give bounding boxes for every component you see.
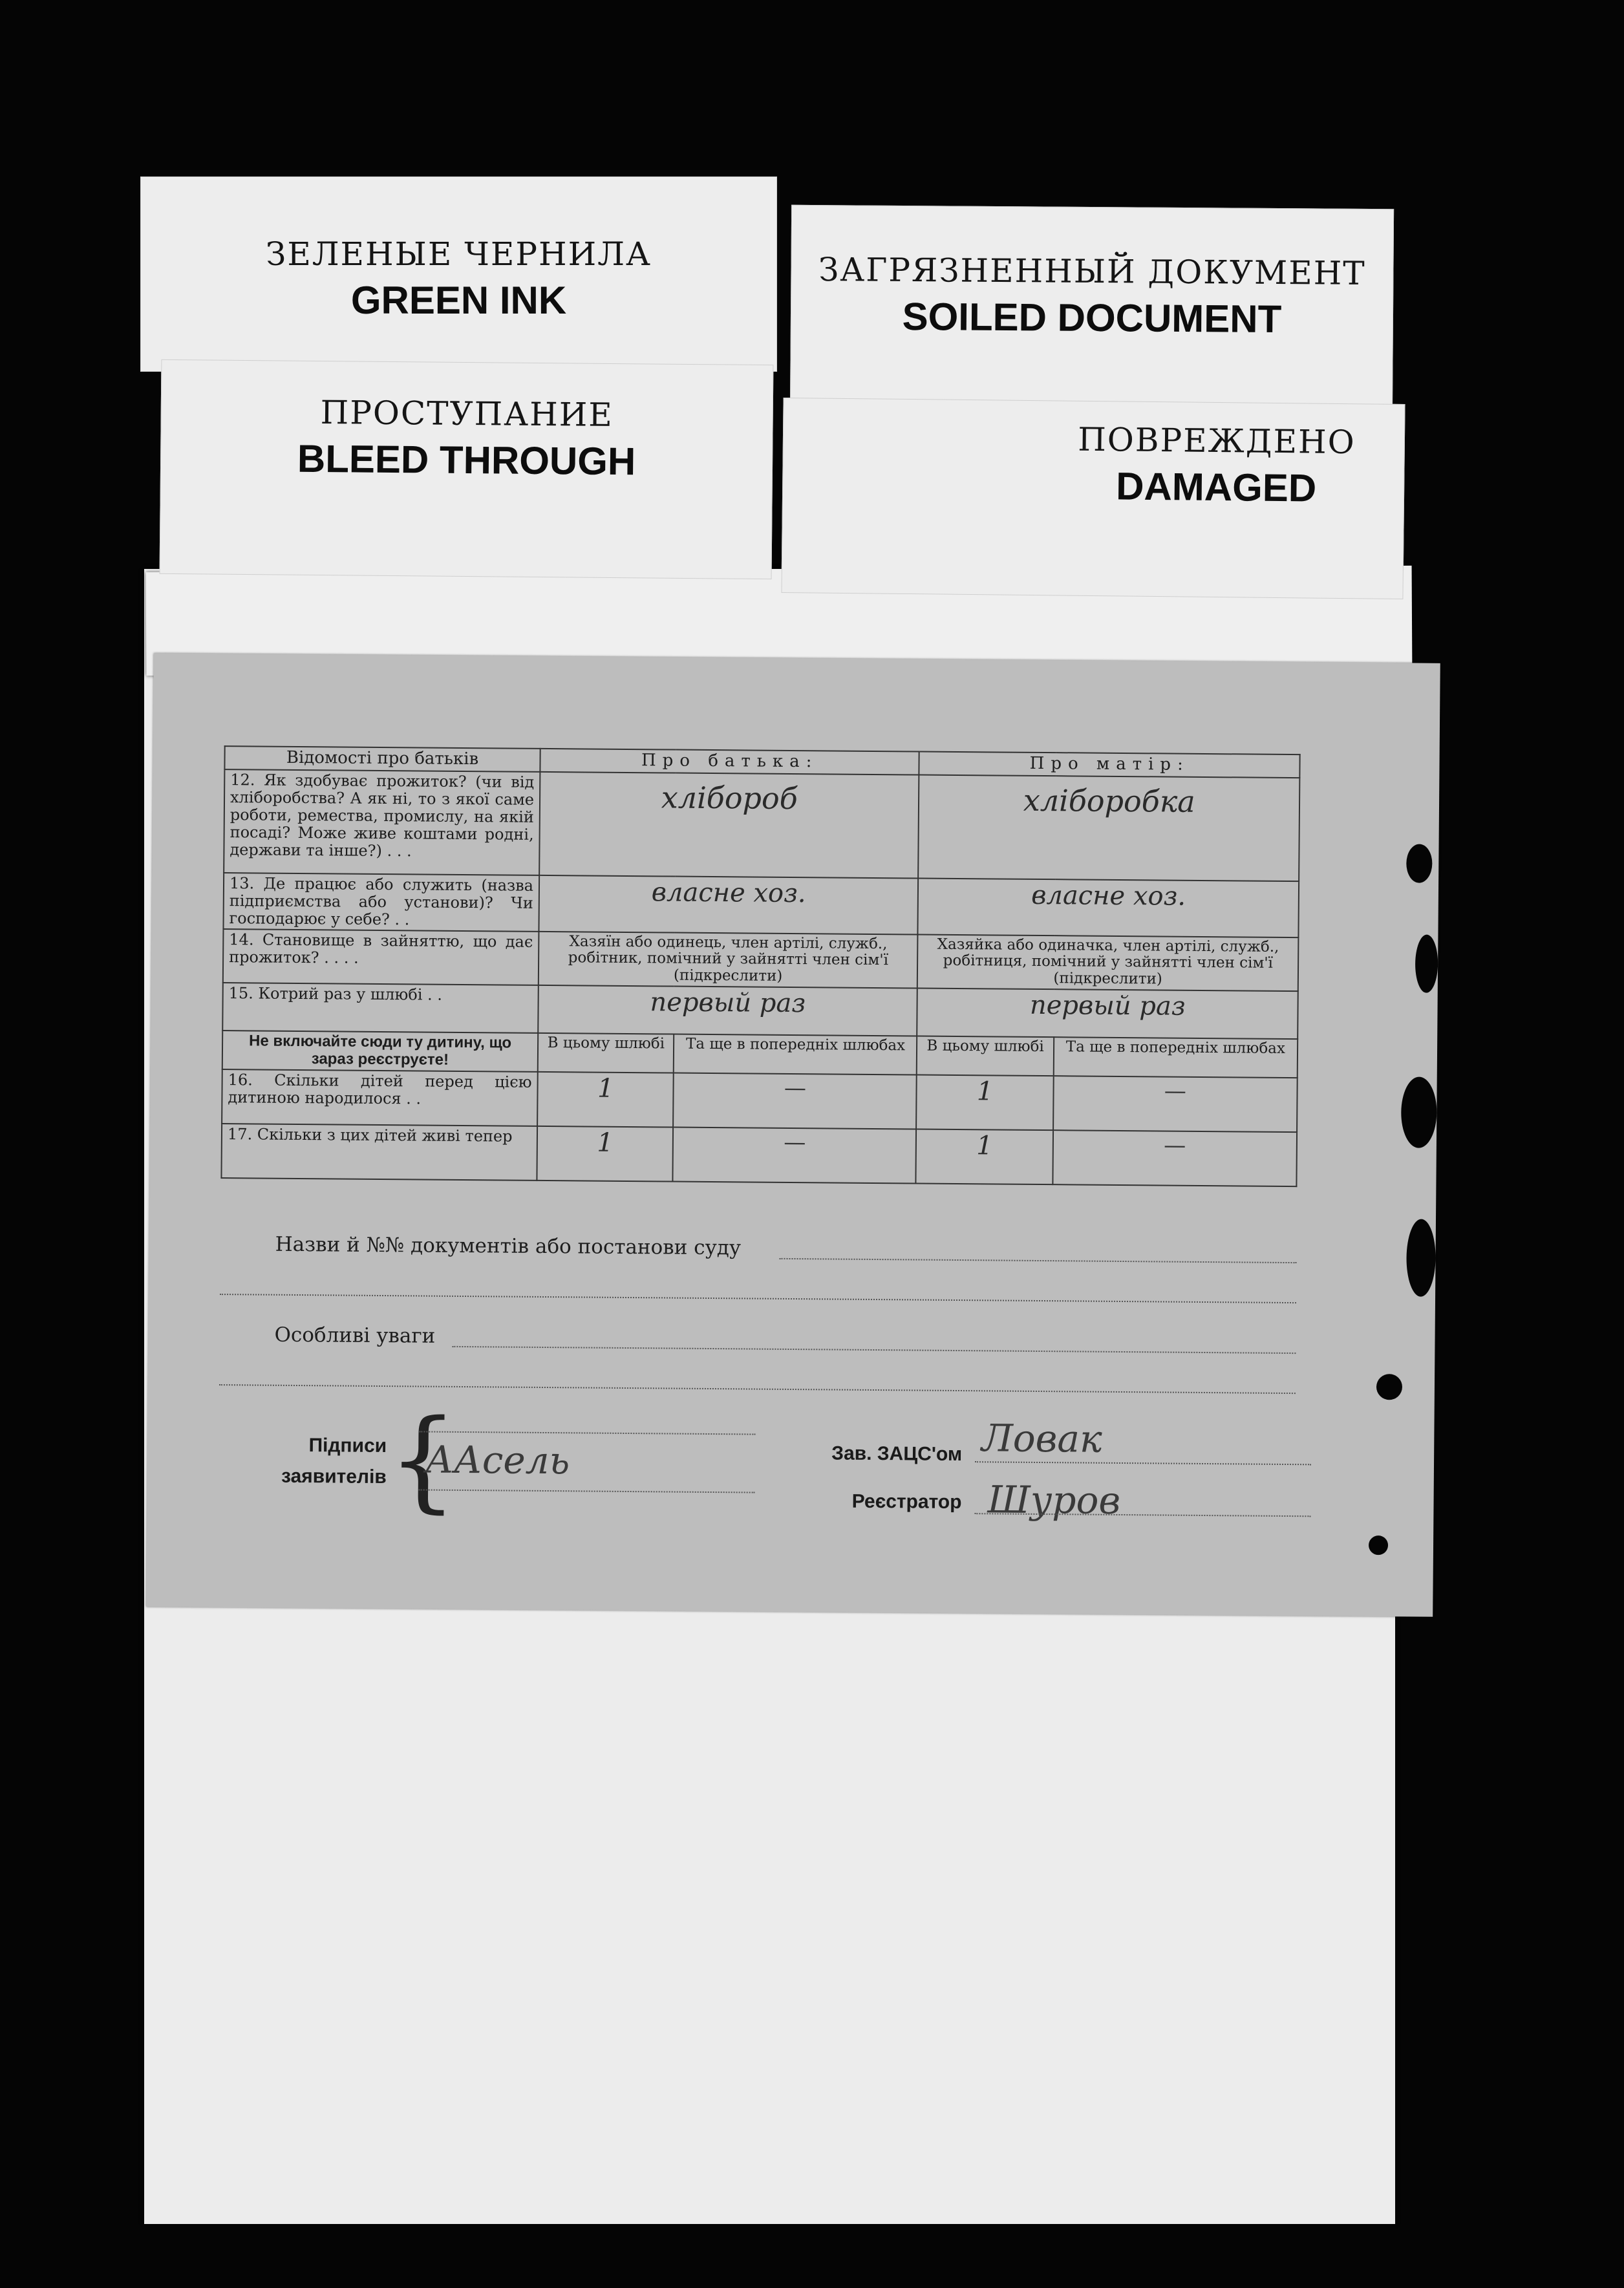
- mother-answer-12: [919, 775, 1300, 882]
- head-line: [975, 1461, 1311, 1465]
- documents-line: [779, 1258, 1296, 1263]
- father-prev-17: [673, 1127, 917, 1183]
- label-line-2: заявителів: [281, 1465, 387, 1488]
- handwritten-text: первый раз: [650, 987, 806, 1019]
- handwritten-text: власне хоз.: [651, 877, 806, 909]
- mother-answer-15: [917, 988, 1298, 1039]
- label-ru: ЗАГРЯЗНЕННЫЙ ДОКУМЕНТ: [818, 251, 1366, 292]
- documents-label: Назви й №№ документів або постанови суду: [275, 1232, 742, 1260]
- table-row: [223, 873, 1299, 937]
- label-ru: ПРОСТУПАНИЕ: [320, 394, 614, 434]
- mother-answer-14: Хазяйка або одиначка, член артілі, служб., робітниця, помічний у зайнятті член сім'ї (підкреслити): [917, 934, 1298, 991]
- label-card-damaged: [781, 398, 1405, 599]
- form-body: [220, 745, 1300, 1187]
- question-16: 16. Скільки дітей перед цією дитиною народилося . .: [222, 1069, 538, 1126]
- damage-hole: [1415, 935, 1438, 993]
- question-12: 12. Як здобуває прожиток? (чи від хліборобства? А як ні, то з якої саме роботи, ремества, промислу, на якій посаді? Може живе коштами родні, держави та інше?) . . .: [224, 769, 540, 875]
- brace-glyph: {: [387, 1396, 458, 1524]
- father-previous-header: Та ще в попередніх шлюбах: [674, 1034, 917, 1075]
- handwritten-text: хліборобка: [1023, 782, 1195, 819]
- signature-line-2: [419, 1489, 755, 1493]
- registration-form: [146, 653, 1440, 1617]
- label-en: GREEN INK: [350, 279, 567, 322]
- father-answer-14: Хазяїн або одинець, член артілі, служб., робітник, помічний у зайнятті член сім'ї (підкреслити): [539, 932, 918, 989]
- applicants-signature-label: [231, 1429, 387, 1493]
- table-row: [221, 1124, 1297, 1186]
- father-answer-13: [539, 875, 918, 934]
- label-en: BLEED THROUGH: [297, 436, 636, 484]
- children-note: Не включайте сюди ту дитину, що зараз реєструєте!: [222, 1031, 538, 1072]
- header-father: Про батька:: [540, 749, 919, 775]
- father-this-17: [537, 1126, 673, 1182]
- father-answer-12: [539, 772, 919, 879]
- label-card-green-ink: [140, 176, 777, 372]
- handwritten-text: 1: [976, 1131, 993, 1161]
- father-answer-15: [538, 985, 917, 1036]
- head-signature: Ловак: [981, 1416, 1102, 1461]
- damage-hole: [1406, 844, 1432, 882]
- handwritten-text: 1: [597, 1073, 614, 1104]
- registrar-label: Реєстратор: [851, 1490, 962, 1513]
- label-card-bleed-through: [160, 359, 774, 579]
- mother-prev-17: [1052, 1130, 1297, 1186]
- handwritten-text: —: [1164, 1132, 1186, 1159]
- mother-this-16: [917, 1075, 1054, 1130]
- applicant-signature: ААсель: [425, 1437, 570, 1483]
- label-line-1: Підписи: [308, 1435, 387, 1457]
- father-prev-16: [674, 1073, 917, 1129]
- notes-line-2: [219, 1384, 1296, 1394]
- table-row: [224, 769, 1299, 881]
- father-this-16: [537, 1072, 674, 1128]
- mother-previous-header: Та ще в попередніх шлюбах: [1053, 1037, 1298, 1078]
- question-13: 13. Де працює або служить (назва підприємства або установи)? Чи господарює у себе? . .: [223, 873, 539, 931]
- label-en: SOILED DOCUMENT: [902, 294, 1282, 341]
- question-14: 14. Становище в зайняттю, що дає прожиток? . . . .: [223, 929, 539, 985]
- damage-hole: [1376, 1374, 1402, 1400]
- handwritten-text: 1: [597, 1128, 614, 1158]
- parents-info-table: [220, 745, 1300, 1187]
- question-17: 17. Скільки з цих дітей живі тепер: [221, 1124, 537, 1181]
- header-mother: Про матір:: [919, 752, 1300, 778]
- handwritten-text: —: [1164, 1078, 1187, 1104]
- mother-answer-13: [918, 879, 1299, 937]
- handwritten-text: хлібороб: [661, 780, 798, 817]
- damage-hole: [1406, 1219, 1436, 1296]
- signature-line-1: [419, 1431, 755, 1435]
- documents-line-2: [220, 1294, 1296, 1303]
- head-label: Зав. ЗАЦС'ом: [831, 1442, 963, 1466]
- mother-this-17: [916, 1129, 1053, 1184]
- damage-hole: [1369, 1535, 1388, 1555]
- table-row: [222, 1069, 1298, 1132]
- registrar-signature: Шуров: [987, 1477, 1121, 1523]
- handwritten-text: первый раз: [1029, 990, 1186, 1021]
- father-this-marriage-header: В цьому шлюбі: [538, 1033, 674, 1073]
- label-card-soiled-document: [790, 205, 1394, 423]
- table-row: [222, 983, 1298, 1039]
- handwritten-text: 1: [976, 1076, 994, 1107]
- mother-prev-16: [1053, 1076, 1298, 1132]
- handwritten-text: власне хоз.: [1031, 880, 1186, 912]
- mother-this-marriage-header: В цьому шлюбі: [917, 1036, 1054, 1076]
- question-15: 15. Котрий раз у шлюбі . .: [222, 983, 539, 1033]
- label-en: DAMAGED: [1115, 464, 1317, 510]
- notes-label: Особливі уваги: [274, 1323, 436, 1348]
- table-row: [223, 929, 1299, 991]
- handwritten-text: —: [784, 1075, 807, 1102]
- header-parents-info: Відомості про батьків: [224, 746, 540, 772]
- damage-hole: [1401, 1076, 1437, 1148]
- label-ru: ПОВРЕЖДЕНО: [1077, 420, 1356, 462]
- label-ru: ЗЕЛЕНЫЕ ЧЕРНИЛА: [266, 235, 652, 273]
- notes-line: [452, 1346, 1296, 1354]
- handwritten-text: —: [784, 1129, 806, 1156]
